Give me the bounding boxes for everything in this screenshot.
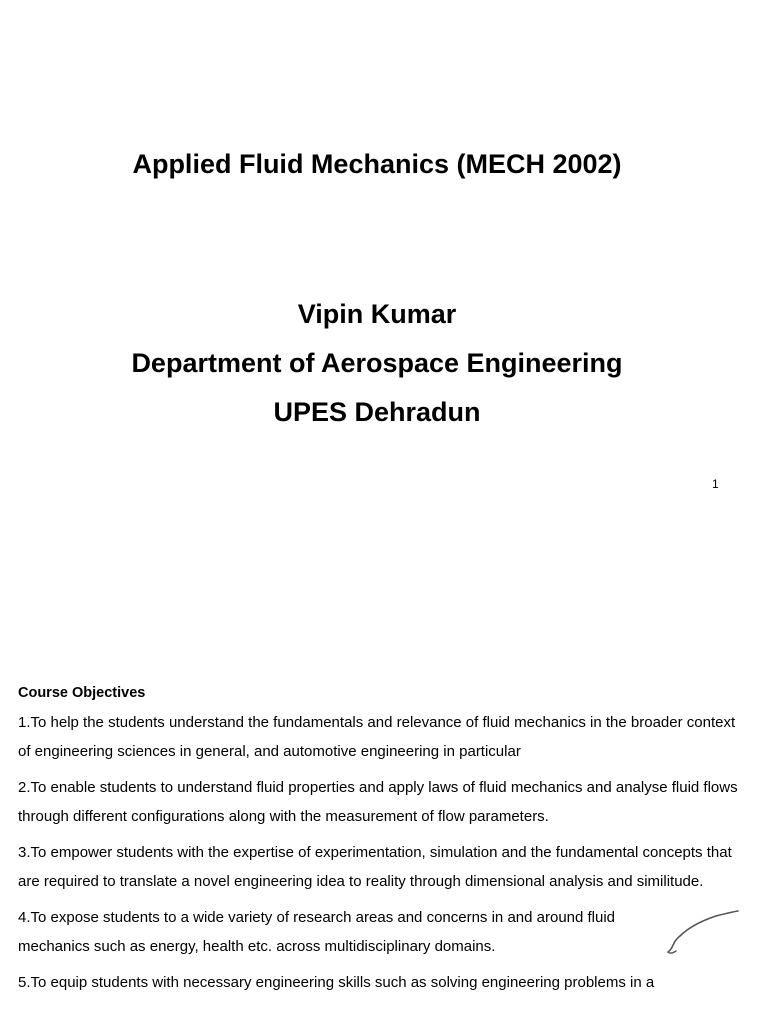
- objective-item: 4.To expose students to a wide variety of research areas and concerns in and around fluid mechanics such as energy, health etc. across multidisciplinary domains.: [18, 909, 616, 955]
- objective-item: 3.To empower students with the expertise of experimentation, simulation and the fundamental concepts that are required to translate a novel engineering idea to reality through dimensional analysis and similitude.: [18, 844, 732, 890]
- pen-stroke-icon: [664, 908, 740, 956]
- objective-item: 2.To enable students to understand fluid properties and apply laws of fluid mechanics and analyse fluid flows through different configurations along with the measurement of flow parameters.: [18, 779, 738, 825]
- author-name: Vipin Kumar: [297, 299, 457, 329]
- objective-item: 5.To equip students with necessary engineering skills such as solving engineering problems in a: [18, 974, 655, 991]
- course-objectives-section: [18, 682, 744, 1004]
- author-block: [0, 290, 754, 437]
- slide-title: Applied Fluid Mechanics (MECH 2002): [132, 149, 622, 179]
- department-name: Department of Aerospace Engineering: [131, 348, 623, 378]
- objective-item: 1.To help the students understand the fundamentals and relevance of fluid mechanics in the broader context of engineering sciences in general, and automotive engineering in particular: [18, 714, 736, 760]
- institution-name: UPES Dehradun: [273, 397, 481, 427]
- page-number: 1: [712, 477, 719, 491]
- objectives-heading: Course Objectives: [18, 685, 146, 701]
